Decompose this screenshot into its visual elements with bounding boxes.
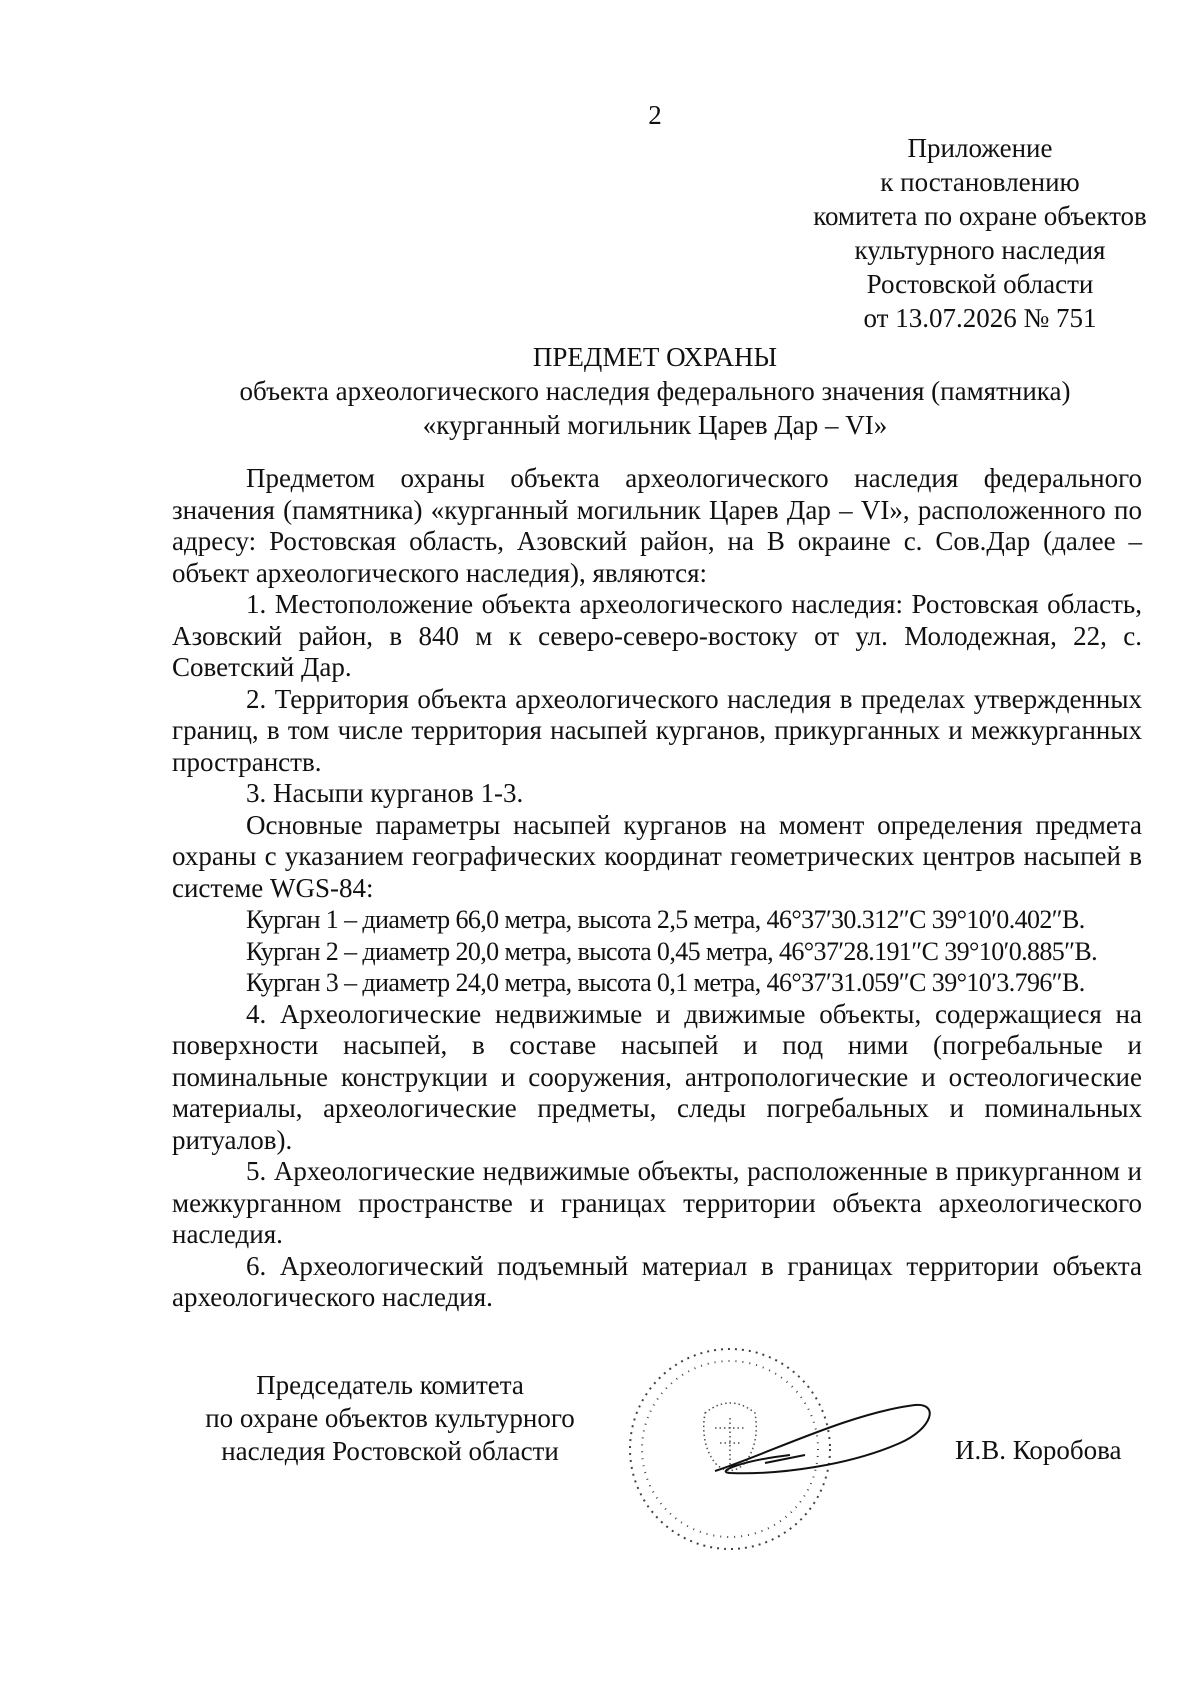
signer-title-line: по охране объектов культурного [205,1403,575,1433]
kurgan-2: Курган 2 – диаметр 20,0 метра, высота 0,45 метра, 46°37′28.191″С 39°10′0.885″В. [246,936,1098,966]
intro-paragraph: Предметом охраны объекта археологического наследия федерального значения (памятника) «курганный могильник Царев Дар – VI», расположенного по адресу: Ростовская область, Азовский район, на В окраине с. Сов.Дар (далее – объект археологического наследия), являются: [172,463,1142,588]
page-number: 2 [648,100,662,130]
item-1: 1. Местоположение объекта археологического наследия: Ростовская область, Азовский район, в 840 м к северо-северо-востоку от ул. Молодежная, 22, с. Советский Дар. [172,589,1142,682]
appendix-line: от 13.07.2026 № 751 [863,303,1097,333]
item-4: 4. Археологические недвижимые и движимые объекты, содержащиеся на поверхности насыпей, в составе насыпей и под ними (погребальные и поминальные конструкции и сооружения, антропологические и остеологические материалы, археологические предметы, следы погребальных и поминальных ритуалов). [172,998,1142,1155]
kurgan-1: Курган 1 – диаметр 66,0 метра, высота 2,5 метра, 46°37′30.312″С 39°10′0.402″В. [246,905,1085,934]
appendix-line: Приложение [907,133,1053,163]
signer-title-line: Председатель комитета [256,1370,524,1400]
signer-name: И.В. Коробова [955,1435,1122,1465]
kurgan-3: Курган 3 – диаметр 24,0 метра, высота 0,1 метра, 46°37′31.059″С 39°10′3.796″В. [246,968,1085,997]
appendix-line: культурного наследия [854,235,1106,265]
item-2: 2. Территория объекта археологического наследия в пределах утвержденных границ, в том числе территория насыпей курганов, прикурганных и межкурганных пространств. [172,683,1142,777]
title-object-name: «курганный могильник Царев Дар – VI» [422,410,888,440]
title-subtitle: объекта археологического наследия федерального значения (памятника) [239,376,1071,406]
appendix-line: к постановлению [880,167,1080,197]
item-5: 5. Археологические недвижимые объекты, расположенные в прикурганном и межкурганном пространстве и границах территории объекта археологического наследия. [172,1156,1142,1249]
document-title [0,340,1200,442]
appendix-line: Ростовской области [866,269,1094,299]
params-paragraph: Основные параметры насыпей курганов на момент определения предмета охраны с указанием географических координат геометрических центров насыпей в системе WGS-84: [172,809,1142,903]
document-body [172,463,1142,1314]
item-6: 6. Археологический подъемный материал в границах территории объекта археологического наследия. [172,1250,1142,1312]
title-heading: ПРЕДМЕТ ОХРАНЫ [532,342,778,372]
item-3: 3. Насыпи курганов 1-3. [246,778,524,808]
appendix-line: комитета по охране объектов [813,201,1147,231]
signature-stroke-icon [715,1405,930,1473]
signer-title [180,1369,600,1468]
appendix-header [680,131,1200,335]
seal-circle-icon [630,1349,830,1549]
signer-title-line: наследия Ростовской области [221,1436,559,1466]
official-seal-icon [620,1333,940,1573]
signature-block [0,1369,1200,1669]
